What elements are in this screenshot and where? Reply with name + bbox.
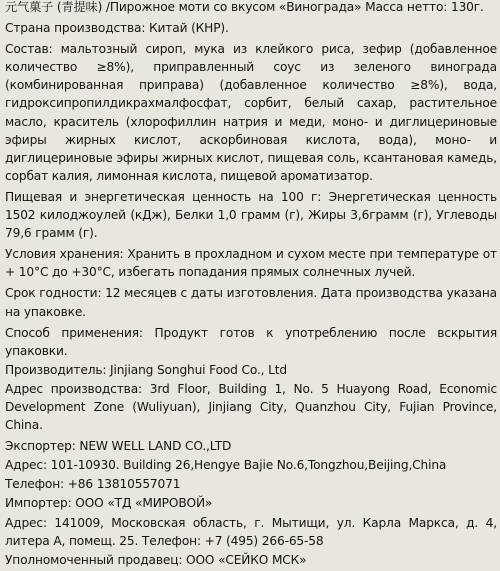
product-title: 元气菓子 (青提味) /Пирожное моти со вкусом «Винограда» Масса нетто: 130г.: [5, 0, 484, 14]
production-address: Адрес производства: 3rd Floor, Building 1, No. 5 Huayong Road, Economic Development Zone (Wuliyuan), Jinjiang City, Quanzhou City, Fujian Province, China.: [5, 381, 497, 433]
shelf-life: Срок годности: 12 месяцев с даты изготовления. Дата производства указана на упаковке.: [5, 286, 497, 319]
usage-method: Способ применения: Продукт готов к употреблению после вскрытия упаковки.: [5, 325, 497, 358]
exporter-address: Адрес: 101-10930. Building 26,Hengye Bajie No.6,Tongzhou,Beijing,China: [5, 458, 447, 473]
nutrition-facts: Пищевая и энергетическая ценность на 100 г: Энергетическая ценность 1502 килоджоулей (кДж), Белки 1,0 грамм (г), Жиры 3,6грамм (г), Углеводы 79,6 грамм (г).: [5, 189, 497, 241]
country-of-origin: Страна производства: Китай (КНР).: [5, 21, 229, 36]
authorized-seller: Уполномоченный продавец: ООО «СЕЙКО МСК»: [5, 552, 307, 567]
storage-conditions: Условия хранения: Хранить в прохладном и сухом месте при температуре от + 10°С до +30°С, избегать попадания прямых солнечных лучей.: [5, 247, 497, 280]
exporter-phone: Телефон: +86 13810557071: [5, 477, 181, 492]
manufacturer: Производитель: Jinjiang Songhui Food Co., Ltd: [5, 362, 287, 377]
ingredients: Состав: мальтозный сироп, мука из клейкого риса, зефир (добавленное количество ≥8%), приправленный соус из зеленого винограда (комбинированная приправа) (добавленное количество ≥8%), вода, гидроксипропилдикрахмалфосфат, сорбит, белый сахар, растительное масло, краситель (хлорофиллин натрия и меди, моно- и диглицериновые эфиры жирных кислот, аскорбиновая кислота, вода), моно- и диглицериновые эфиры жирных кислот, пищевая соль, ксантановая камедь, сорбат калия, лимонная кислота, пищевой ароматизатор.: [5, 42, 497, 183]
importer-address: Адрес: 141009, Московская область, г. Мытищи, ул. Карла Маркса, д. 4, литера А, помещ. 25. Телефон: +7 (495) 266-65-58: [5, 515, 497, 548]
importer: Импортер: ООО «ТД «МИРОВОЙ»: [5, 496, 213, 511]
exporter: Экспортер: NEW WELL LAND CO.,LTD: [5, 439, 232, 454]
